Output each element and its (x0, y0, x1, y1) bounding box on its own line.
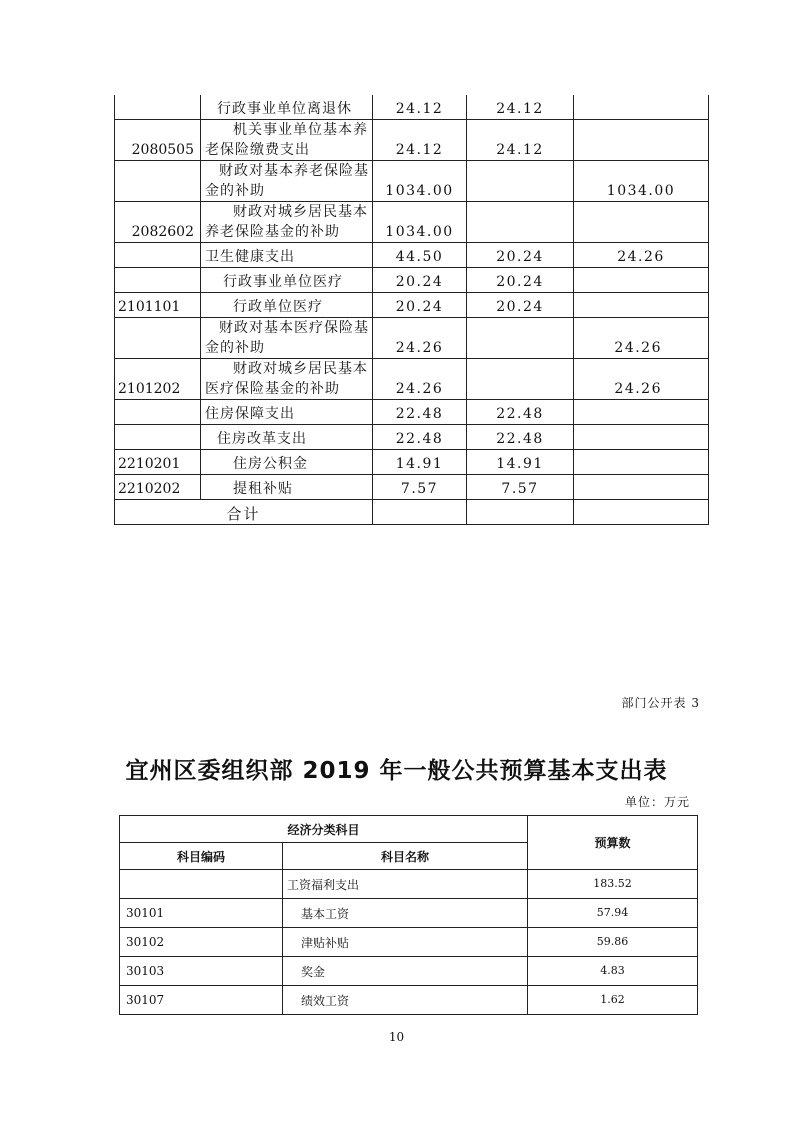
basic-amount (467, 500, 574, 525)
subject-code (115, 425, 201, 450)
name-header: 科目名称 (283, 843, 528, 870)
expenditure-continuation-table (114, 95, 709, 525)
basic-amount: 20.24 (467, 268, 574, 293)
total-amount: 14.91 (373, 450, 467, 475)
project-amount (574, 202, 709, 243)
table-row (120, 899, 698, 928)
project-amount: 1034.00 (574, 161, 709, 202)
budget-amount: 57.94 (528, 899, 698, 928)
subject-code: 30102 (120, 928, 283, 957)
total-label: 合计 (115, 500, 373, 525)
table-row (115, 318, 709, 359)
total-amount: 20.24 (373, 293, 467, 318)
total-amount: 1034.00 (373, 202, 467, 243)
basic-amount: 24.12 (467, 95, 574, 120)
subject-code: 30107 (120, 986, 283, 1015)
subject-code: 30101 (120, 899, 283, 928)
subject-name: 基本工资 (283, 899, 528, 928)
project-amount (574, 95, 709, 120)
subject-code (115, 161, 201, 202)
table-row (115, 243, 709, 268)
code-header: 科目编码 (120, 843, 283, 870)
budget-amount: 59.86 (528, 928, 698, 957)
basic-expenditure-table (119, 815, 698, 1015)
table-row (120, 986, 698, 1015)
budget-header: 预算数 (528, 816, 698, 870)
table-row (120, 928, 698, 957)
page-number: 10 (388, 1030, 405, 1044)
basic-amount: 24.12 (467, 120, 574, 161)
basic-amount: 7.57 (467, 475, 574, 500)
basic-amount (467, 359, 574, 400)
project-amount: 24.26 (574, 359, 709, 400)
table-row (115, 450, 709, 475)
subject-name: 绩效工资 (283, 986, 528, 1015)
subject-name: 卫生健康支出 (201, 243, 373, 268)
total-amount: 24.12 (373, 120, 467, 161)
budget-amount: 183.52 (528, 870, 698, 899)
form-number-label: 部门公开表 3 (621, 696, 700, 710)
subject-code (115, 318, 201, 359)
subject-code: 2082602 (115, 202, 201, 243)
subject-name: 财政对城乡居民基本 医疗保险基金的补助 (201, 359, 373, 400)
table-row (115, 202, 709, 243)
total-amount: 24.12 (373, 95, 467, 120)
basic-amount: 20.24 (467, 243, 574, 268)
table-row (120, 957, 698, 986)
subject-code: 30103 (120, 957, 283, 986)
total-amount: 1034.00 (373, 161, 467, 202)
table-row (115, 161, 709, 202)
subject-name: 机关事业单位基本养 老保险缴费支出 (201, 120, 373, 161)
subject-code (115, 243, 201, 268)
unit-label: 单位：万元 (624, 795, 690, 809)
subject-name: 奖金 (283, 957, 528, 986)
subject-name: 提租补贴 (201, 475, 373, 500)
total-amount: 22.48 (373, 400, 467, 425)
subject-code (120, 870, 283, 899)
subject-code (115, 95, 201, 120)
project-amount (574, 293, 709, 318)
project-amount (574, 425, 709, 450)
subject-code: 2080505 (115, 120, 201, 161)
total-amount (373, 500, 467, 525)
table-row (115, 400, 709, 425)
table-row (115, 95, 709, 120)
project-amount (574, 500, 709, 525)
project-amount (574, 450, 709, 475)
subject-name: 住房改革支出 (201, 425, 373, 450)
table-row (115, 293, 709, 318)
basic-amount (467, 202, 574, 243)
subject-name: 行政事业单位医疗 (201, 268, 373, 293)
basic-amount: 22.48 (467, 400, 574, 425)
subject-name: 行政单位医疗 (201, 293, 373, 318)
subject-code: 2210201 (115, 450, 201, 475)
subject-name: 财政对基本养老保险基 金的补助 (201, 161, 373, 202)
subject-name: 财政对城乡居民基本 养老保险基金的补助 (201, 202, 373, 243)
total-row (115, 500, 709, 525)
table-row (115, 475, 709, 500)
subject-code (115, 400, 201, 425)
budget-amount: 4.83 (528, 957, 698, 986)
project-amount (574, 475, 709, 500)
subject-name: 住房公积金 (201, 450, 373, 475)
subject-name: 行政事业单位离退休 (201, 95, 373, 120)
subject-code (115, 268, 201, 293)
project-amount (574, 120, 709, 161)
project-amount: 24.26 (574, 243, 709, 268)
total-amount: 7.57 (373, 475, 467, 500)
subject-code: 2101202 (115, 359, 201, 400)
project-amount: 24.26 (574, 318, 709, 359)
subject-name: 工资福利支出 (283, 870, 528, 899)
table-row (120, 870, 698, 899)
table-row (115, 120, 709, 161)
subject-code: 2101101 (115, 293, 201, 318)
classification-header: 经济分类科目 (120, 816, 528, 843)
table-row (115, 359, 709, 400)
basic-amount: 14.91 (467, 450, 574, 475)
subject-code: 2210202 (115, 475, 201, 500)
subject-name: 住房保障支出 (201, 400, 373, 425)
project-amount (574, 268, 709, 293)
subject-name: 津贴补贴 (283, 928, 528, 957)
table-row (115, 425, 709, 450)
basic-amount: 20.24 (467, 293, 574, 318)
total-amount: 44.50 (373, 243, 467, 268)
total-amount: 24.26 (373, 359, 467, 400)
basic-amount (467, 318, 574, 359)
basic-amount: 22.48 (467, 425, 574, 450)
total-amount: 20.24 (373, 268, 467, 293)
project-amount (574, 400, 709, 425)
subject-name: 财政对基本医疗保险基 金的补助 (201, 318, 373, 359)
budget-amount: 1.62 (528, 986, 698, 1015)
basic-amount (467, 161, 574, 202)
total-amount: 22.48 (373, 425, 467, 450)
total-amount: 24.26 (373, 318, 467, 359)
table-row (115, 268, 709, 293)
page-title: 宜州区委组织部 2019 年一般公共预算基本支出表 (125, 758, 668, 784)
